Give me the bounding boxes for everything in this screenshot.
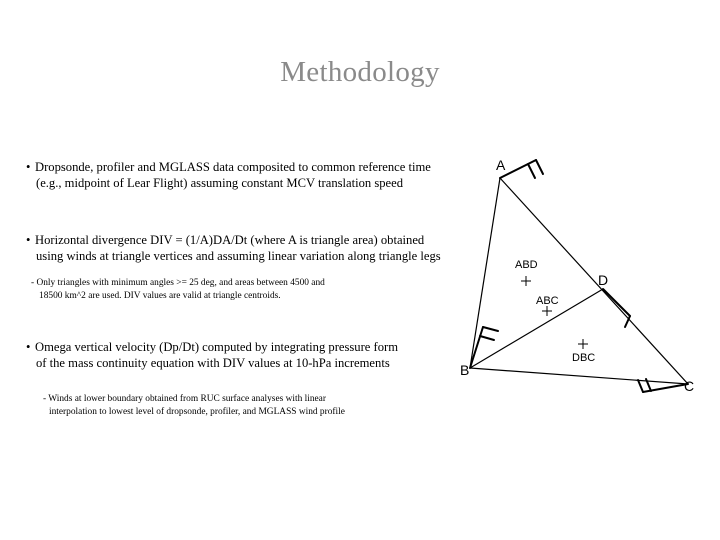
- centroid-label-dbc: DBC: [572, 352, 596, 364]
- centroid-label-abd: ABD: [515, 259, 538, 271]
- subnote-triangle-criteria: [31, 277, 325, 303]
- slide-title: Methodology: [280, 56, 440, 88]
- edge-bc: [470, 368, 688, 384]
- bullet-text-line2: of the mass continuity equation with DIV values at 10-hPa increments: [36, 356, 390, 370]
- subnote-line2: interpolation to lowest level of dropsonde, profiler, and MGLASS wind profile: [49, 407, 345, 417]
- bullet-dot: •: [26, 340, 31, 354]
- bullet-text-line2: using winds at triangle vertices and assuming linear variation along triangle legs: [36, 249, 441, 263]
- centroid-abd-marker: [521, 276, 531, 286]
- bullet-omega-velocity: [26, 339, 398, 371]
- bullet-dot: •: [26, 233, 31, 247]
- vertex-label-b: B: [460, 362, 470, 378]
- wind-barb-a-icon: [500, 160, 543, 178]
- centroid-label-abc: ABC: [536, 295, 559, 307]
- bullet-text-line1: Dropsonde, profiler and MGLASS data composited to common reference time: [35, 160, 431, 174]
- subnote-lower-boundary: [43, 393, 345, 419]
- bullet-horizontal-divergence: [26, 232, 441, 264]
- bullet-dot: •: [26, 160, 31, 174]
- bullet-text-line1: Omega vertical velocity (Dp/Dt) computed by integrating pressure form: [35, 340, 399, 354]
- vertex-label-c: C: [684, 378, 695, 394]
- vertex-label-d: D: [598, 272, 609, 288]
- wind-barb-b-icon: [470, 327, 498, 368]
- centroid-abc-marker: [542, 306, 552, 316]
- triangle-diagram: [440, 140, 710, 420]
- vertex-label-a: A: [496, 157, 506, 173]
- centroid-dbc-marker: [578, 339, 588, 349]
- bullet-text-line2: (e.g., midpoint of Lear Flight) assuming constant MCV translation speed: [36, 176, 404, 190]
- bullet-text-line1: Horizontal divergence DIV = (1/A)DA/Dt (where A is triangle area) obtained: [35, 233, 425, 247]
- edge-ab: [470, 178, 500, 368]
- subnote-line2: 18500 km^2 are used. DIV values are valid at triangle centroids.: [39, 291, 281, 301]
- bullet-composite-data: [26, 159, 431, 191]
- subnote-line1: - Winds at lower boundary obtained from RUC surface analyses with linear: [43, 394, 326, 404]
- subnote-line1: - Only triangles with minimum angles >= 25 deg, and areas between 4500 and: [31, 278, 325, 288]
